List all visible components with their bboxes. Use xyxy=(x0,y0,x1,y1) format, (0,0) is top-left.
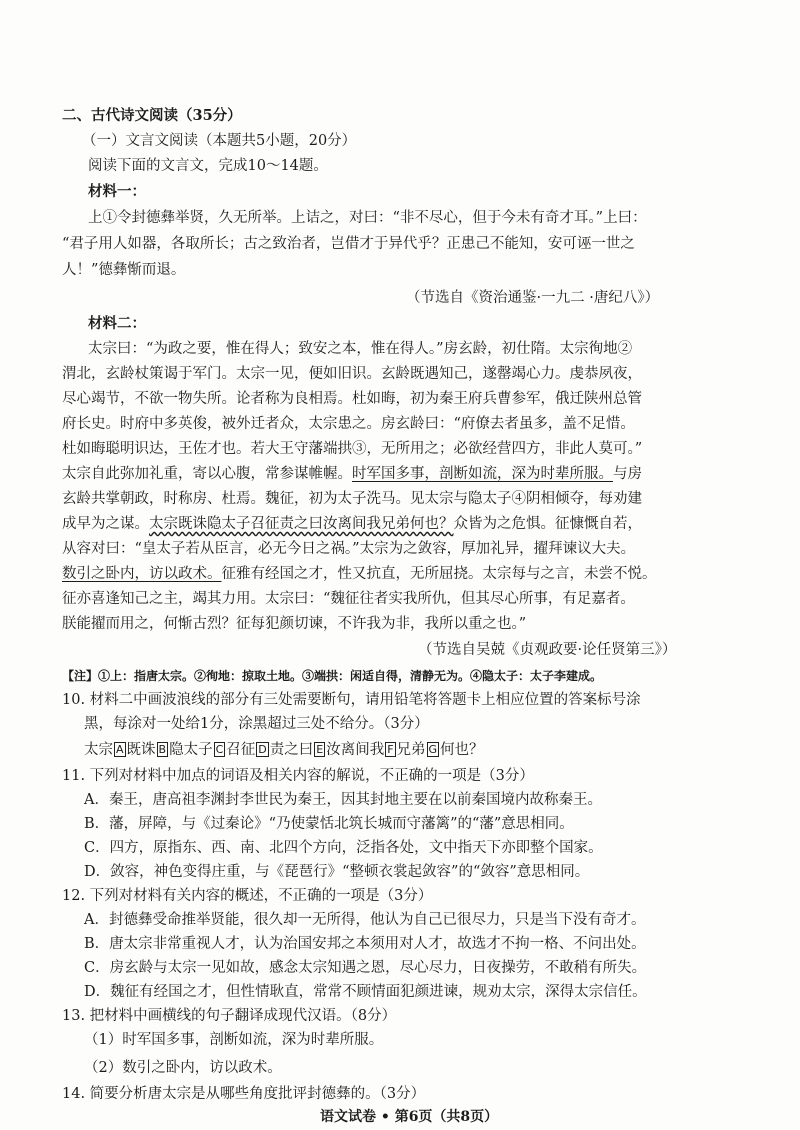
material-2-text: 征雅有经国之才，性又抗直，无所屈挠。太宗每与之言，未尝不悦。 xyxy=(221,566,657,582)
question-12-option-c: C．房玄龄与太宗一见如故，感念太宗知遇之恩，尽心尽力，日夜操劳，不敢稍有所失。 xyxy=(84,960,647,976)
material-2-line xyxy=(62,464,642,484)
answer-label-box: D xyxy=(258,743,267,756)
material-2-line xyxy=(62,564,657,584)
question-11-stem: 11. 下列对材料中加点的词语及相关内容的解说，不正确的一项是（3分） xyxy=(62,768,534,784)
answer-label-box: A xyxy=(116,743,124,756)
material-2-line: 征亦喜逢知己之主，竭其力用。太宗曰：“魏征往者实我所仇，但其尽心所事，有足嘉者。 xyxy=(62,591,635,607)
annotation-note: 【注】①上：指唐太宗。②徇地：掠取土地。③端拱：闲适自得，清静无为。④隐太子：太子李建成。 xyxy=(62,669,603,683)
page-footer: 语文试卷 • 第6页（共8页） xyxy=(320,1109,499,1125)
underlined-sentence-2: 数引之卧内，访以政术。 xyxy=(62,566,222,582)
wavy-underlined-sentence: 太宗既诛隐太子召征责之曰汝离间我兄弟何也？ xyxy=(149,516,454,532)
material-2-text: 众皆为之危惧。征慷慨自若， xyxy=(453,516,642,532)
subsection-title: （一）文言文阅读（本题共5小题，20分） xyxy=(82,133,357,149)
question-13-sentence-2: （2）数引之卧内，访以政术。 xyxy=(84,1060,282,1076)
answer-label-box: F xyxy=(387,743,394,756)
instruction: 阅读下面的文言文，完成10～14题。 xyxy=(88,158,328,174)
material-1-line: “君子用人如器，各取所长；古之致治者，岂借才于异代乎？正患己不能知，安可诬一世之 xyxy=(62,236,635,252)
material-2-line: 朕能擢而用之，何惭古烈？征每犯颜切谏，不许我为非，我所以重之也。” xyxy=(62,616,527,632)
sequence-text: 隐太子 xyxy=(169,742,213,758)
question-11-option-a: A．秦王，唐高祖李渊封李世民为秦王，因其封地主要在以前秦国境内故称秦王。 xyxy=(84,792,602,808)
sequence-text: 责之曰 xyxy=(269,742,314,758)
material-2-line xyxy=(62,514,642,534)
question-12-option-b: B．唐太宗非常重视人才，认为治国安邦之本须用对人才，故选才不拘一格、不问出处。 xyxy=(84,936,646,952)
question-14-stem: 14. 简要分析唐太宗是从哪些角度批评封德彝的。（3分） xyxy=(62,1086,426,1102)
material-2-source: （节选自吴兢《贞观政要·论任贤第三》） xyxy=(418,642,677,658)
answer-label-box: G xyxy=(428,743,438,756)
sequence-text: 汝离间我 xyxy=(326,742,385,758)
question-13-sentence-1: （1）时军国多事，剖断如流，深为时辈所服。 xyxy=(84,1032,384,1048)
question-11-option-d: D．敛容，神色变得庄重，与《琵琶行》“整顿衣裳起敛容”的“敛容”意思相同。 xyxy=(84,864,590,880)
material-2-text: 成早为之谋。 xyxy=(62,516,149,532)
answer-label-box: E xyxy=(316,743,324,756)
material-2-line: 从容对曰：“皇太子若从臣言，必无今日之祸。”太宗为之敛容，厚加礼异，擢拜谏议大夫。 xyxy=(62,541,636,557)
material-2-text: 与房 xyxy=(613,466,642,482)
section-title: 二、古代诗文阅读（35分） xyxy=(62,107,242,124)
material-2-line: 尽心竭节，不欲一物失所。论者称为良相焉。杜如晦，初为秦王府兵曹参军，俄迁陕州总管 xyxy=(62,391,642,407)
material-2-line: 太宗曰：“为政之要，惟在得人；致安之本，惟在得人。”房玄龄，初仕隋。太宗徇地② xyxy=(88,341,633,357)
material-1-line: 人！”德彝惭而退。 xyxy=(62,262,186,278)
answer-label-box: C xyxy=(215,743,224,756)
question-13-stem: 13. 把材料中画横线的句子翻译成现代汉语。（8分） xyxy=(62,1008,397,1024)
question-10-stem: 10. 材料二中画波浪线的部分有三处需要断句，请用铅笔将答题卡上相应位置的答案标号涂 xyxy=(62,692,641,708)
material-2-label: 材料二： xyxy=(88,315,146,332)
material-1-label: 材料一： xyxy=(88,183,146,200)
material-1-line: 上①令封德彝举贤，久无所举。上诘之，对曰：“非不尽心，但于今未有奇才耳。”上曰： xyxy=(88,210,647,226)
question-10-sequence xyxy=(84,740,484,760)
sequence-text: 何也？ xyxy=(440,742,484,758)
material-2-text: 太宗自此弥加礼重，寄以心腹，常参谋帷幄。 xyxy=(62,466,352,482)
material-2-line: 玄龄共掌朝政，时称房、杜焉。魏征，初为太子洗马。见太宗与隐太子④阴相倾夺，每劝建 xyxy=(62,491,642,507)
question-12-option-a: A．封德彝受命推举贤能，很久却一无所得，他认为自己已很尽力，只是当下没有奇才。 xyxy=(84,912,646,928)
question-11-option-b: B．藩，屏障，与《过秦论》“乃使蒙恬北筑长城而守藩篱”的“藩”意思相同。 xyxy=(84,816,574,832)
sequence-text: 召征 xyxy=(226,742,256,758)
material-2-line: 杜如晦聪明识达，王佐才也。若大王守藩端拱③，无所用之；必欲经营四方，非此人莫可。” xyxy=(62,441,643,457)
question-12-option-d: D．魏征有经国之才，但性情耿直，常常不顾情面犯颜进谏，规劝太宗，深得太宗信任。 xyxy=(84,984,647,1000)
sequence-text: 既诛 xyxy=(126,742,156,758)
sequence-text: 兄弟 xyxy=(396,742,426,758)
question-11-option-c: C．四方，原指东、西、南、北四个方向，泛指各处，文中指天下亦即整个国家。 xyxy=(84,840,603,856)
material-1-source: （节选自《资治通鉴·一九二 ·唐纪八》） xyxy=(406,290,660,306)
sequence-text: 太宗 xyxy=(84,742,113,758)
answer-label-box: B xyxy=(158,743,167,756)
question-12-stem: 12. 下列对材料有关内容的概述，不正确的一项是（3分） xyxy=(62,888,433,904)
question-10-stem: 黑，每涂对一处给1分，涂黑超过三处不给分。（3分） xyxy=(84,716,429,732)
underlined-sentence-1: 时军国多事，剖断如流，深为时辈所服。 xyxy=(352,466,613,482)
material-2-line: 府长史。时府中多英俊，被外迁者众，太宗患之。房玄龄曰：“府僚去者虽多，盖不足惜。 xyxy=(62,416,635,432)
material-2-line: 渭北，玄龄杖策谒于军门。太宗一见，便如旧识。玄龄既遇知己，遂罄竭心力。虔恭夙夜， xyxy=(62,366,642,382)
